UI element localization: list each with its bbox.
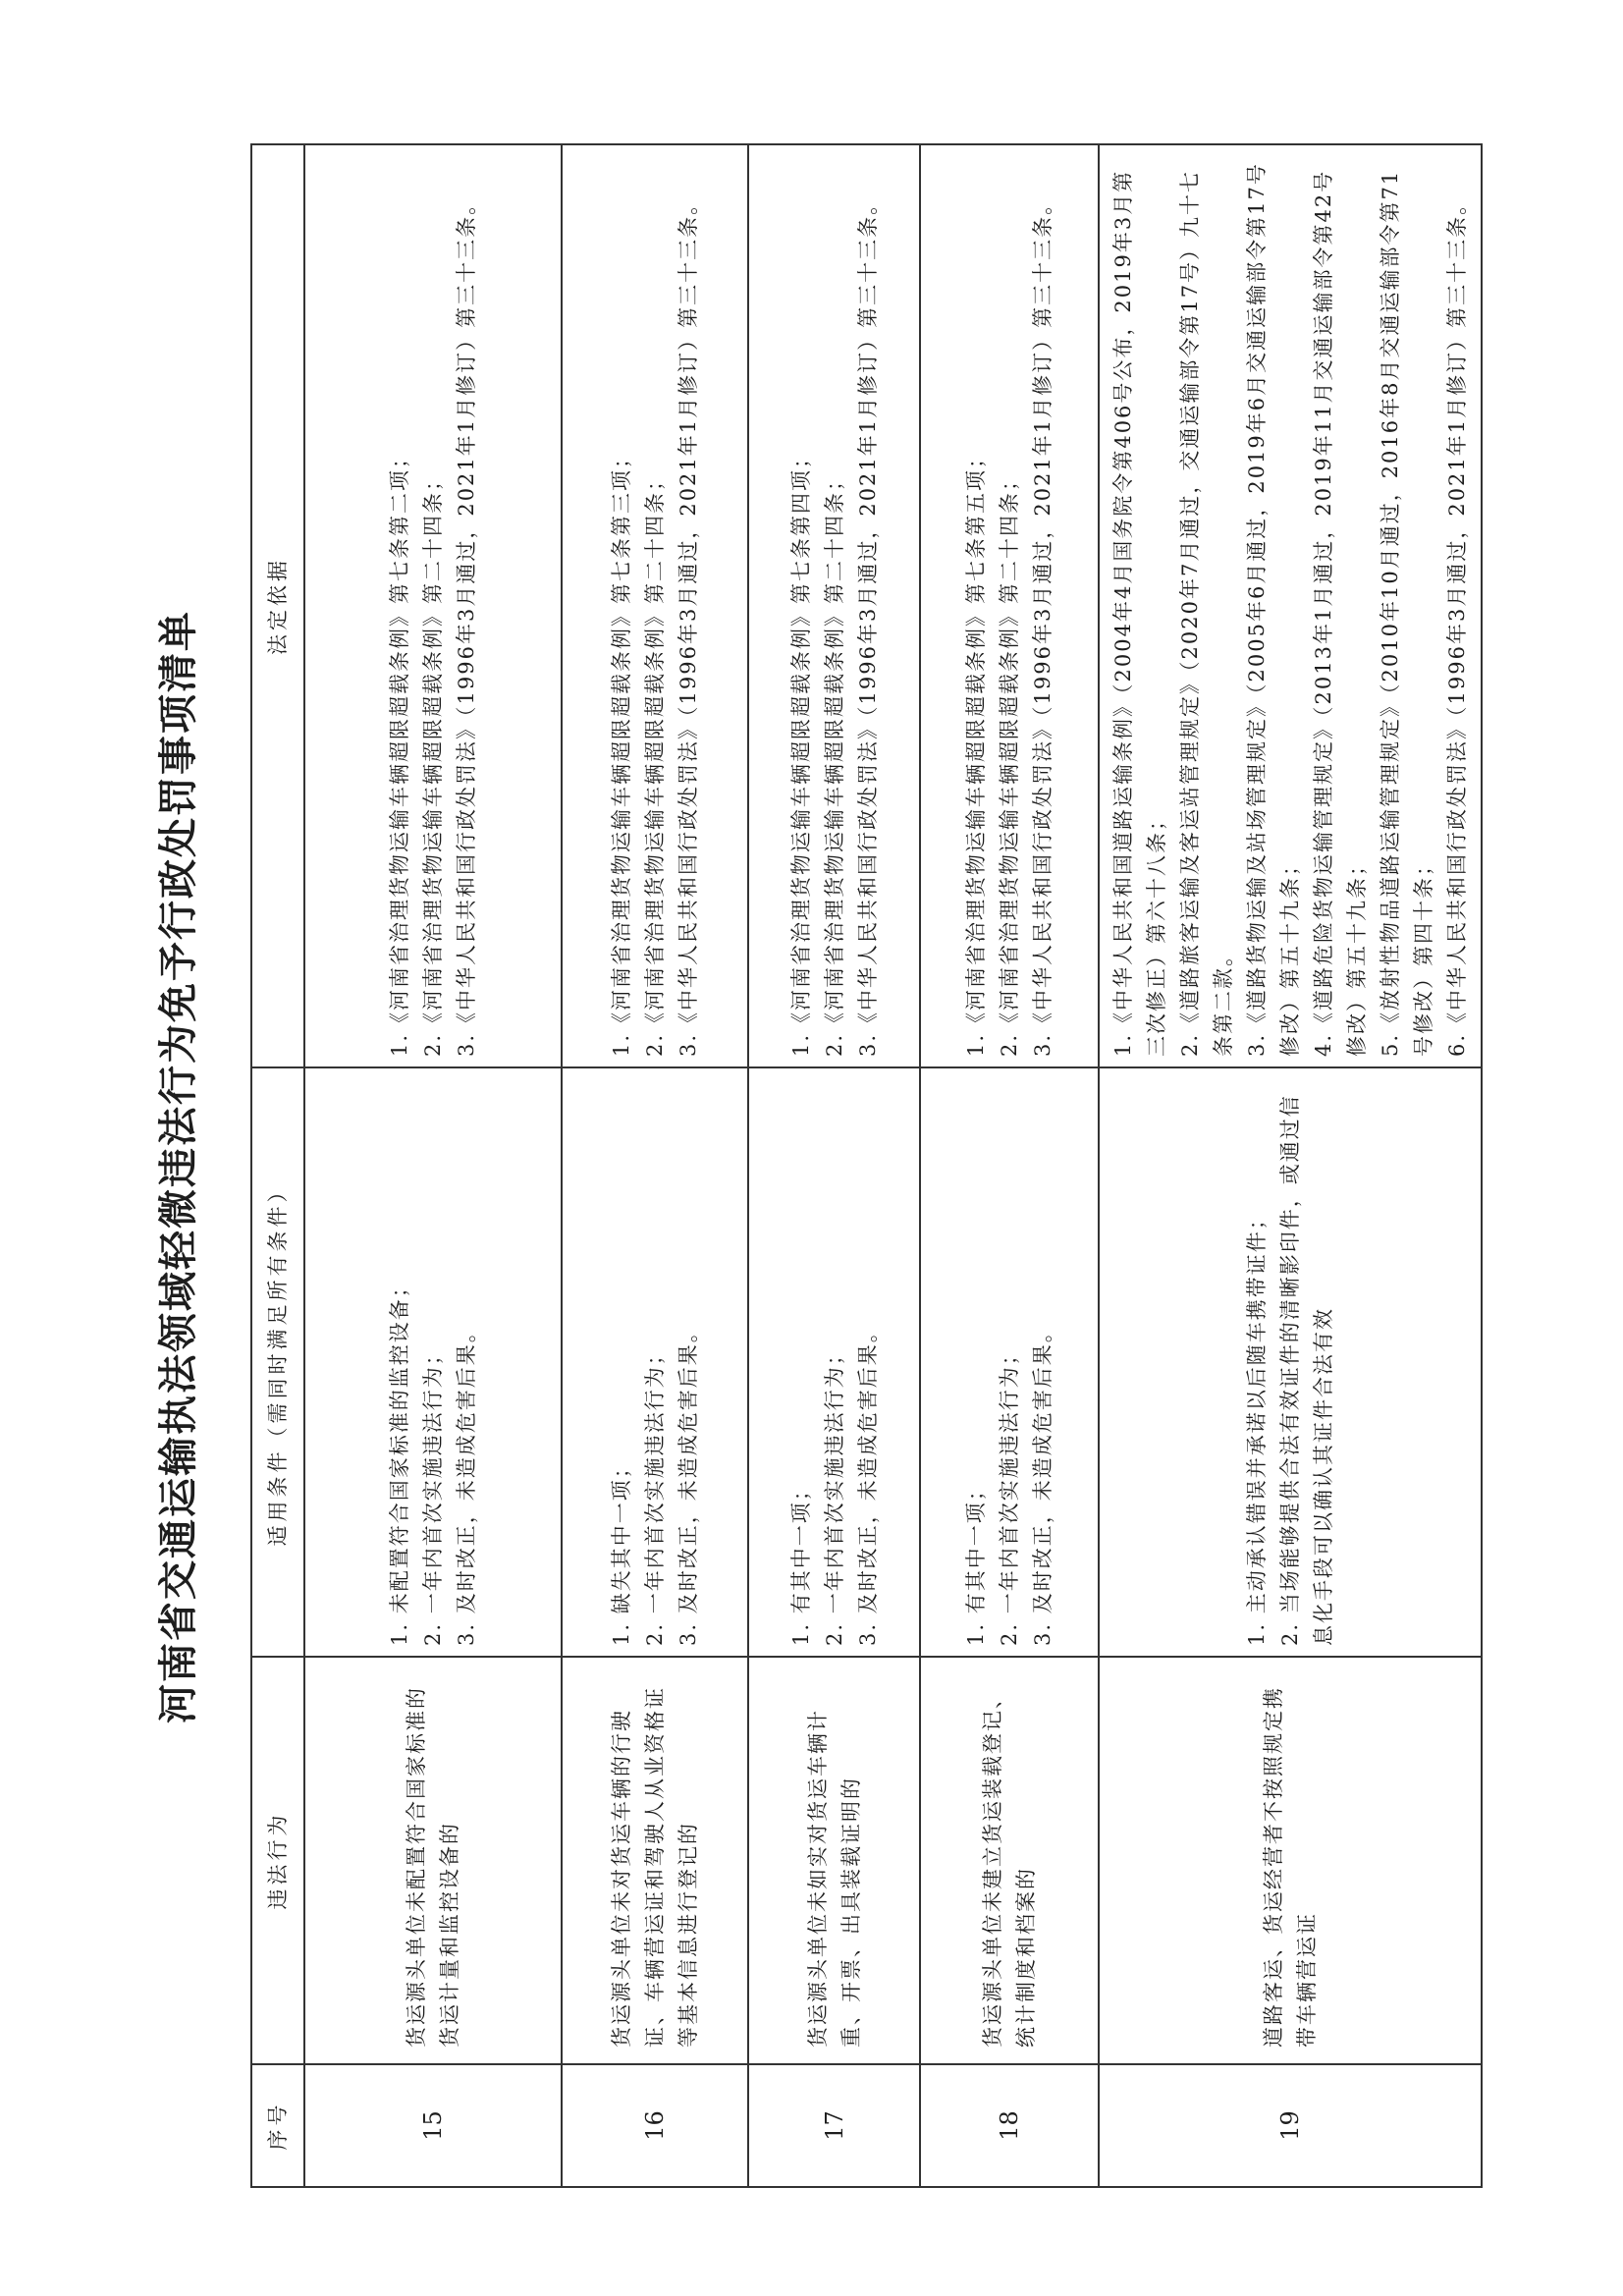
basis-item: 5.《放射性物品道路运输管理规定》（2010年10月通过，2016年8月交通运输部令第71号修改）第四十条； xyxy=(1379,169,1435,1057)
header-violation: 违法行为 xyxy=(251,1657,304,2064)
conditions-cell xyxy=(562,1067,748,1657)
legal-basis-cell xyxy=(1099,144,1482,1067)
basis-item: 1.《河南省治理货物运输车辆超限超载条例》第七条第四项； xyxy=(788,445,813,1057)
row-number: 16 xyxy=(562,2064,748,2187)
header-legal-basis: 法定依据 xyxy=(251,144,304,1067)
basis-item: 3.《中华人民共和国行政处罚法》（1996年3月通过，2021年1月修订）第三十三条。 xyxy=(855,191,880,1057)
conditions-cell xyxy=(920,1067,1099,1657)
row-number: 19 xyxy=(1099,2064,1482,2187)
basis-item: 2.《河南省治理货物运输车辆超限超载条例》第二十四条； xyxy=(643,467,667,1057)
table-row xyxy=(1099,144,1482,2187)
condition-item: 1. 有其中一项； xyxy=(788,1478,813,1646)
violation-text: 货运源头单位未配置符合国家标准的货运计量和监控设备的 xyxy=(304,1657,562,2064)
violation-text: 道路客运、货运经营者不按照规定携带车辆营运证 xyxy=(1099,1657,1482,2064)
basis-item: 2.《道路旅客运输及客运站管理规定》（2020年7月通过，交通运输部令第17号）九十七条第二款。 xyxy=(1178,169,1235,1057)
condition-item: 1. 主动承认错误并承诺以后随车携带证件； xyxy=(1245,1207,1269,1646)
basis-item: 1.《河南省治理货物运输车辆超限超载条例》第七条第五项； xyxy=(964,445,988,1057)
basis-item: 1.《河南省治理货物运输车辆超限超载条例》第七条第二项； xyxy=(388,445,411,1057)
condition-item: 2. 一年内首次实施违法行为； xyxy=(421,1342,445,1646)
condition-item: 3. 及时改正，未造成危害后果。 xyxy=(455,1320,478,1646)
basis-item: 3.《中华人民共和国行政处罚法》（1996年3月通过，2021年1月修订）第三十三条。 xyxy=(455,191,478,1057)
condition-item: 2. 一年内首次实施违法行为； xyxy=(822,1342,846,1646)
basis-item: 3.《中华人民共和国行政处罚法》（1996年3月通过，2021年1月修订）第三十三条。 xyxy=(676,191,700,1057)
legal-basis-cell xyxy=(562,144,748,1067)
condition-item: 1. 有其中一项； xyxy=(964,1478,988,1646)
condition-item: 3. 及时改正，未造成危害后果。 xyxy=(1031,1320,1055,1646)
table-row xyxy=(562,144,748,2187)
legal-basis-cell xyxy=(304,144,562,1067)
conditions-cell xyxy=(748,1067,920,1657)
violation-text: 货运源头单位未如实对货运车辆计重、开票、出具装载证明的 xyxy=(748,1657,920,2064)
basis-item: 3.《中华人民共和国行政处罚法》（1996年3月通过，2021年1月修订）第三十三条。 xyxy=(1031,191,1055,1057)
row-number: 17 xyxy=(748,2064,920,2187)
conditions-cell xyxy=(304,1067,562,1657)
violation-text: 货运源头单位未对货运车辆的行驶证、车辆营运证和驾驶人从业资格证等基本信息进行登记的 xyxy=(562,1657,748,2064)
condition-item: 1. 缺失其中一项； xyxy=(610,1455,633,1646)
header-conditions: 适用条件（需同时满足所有条件） xyxy=(251,1067,304,1657)
basis-item: 1.《中华人民共和国道路运输条例》（2004年4月国务院令第406号公布，2019年3月第三次修正）第六十八条； xyxy=(1111,169,1168,1057)
table-header-row xyxy=(251,144,304,2187)
basis-item: 1.《河南省治理货物运输车辆超限超载条例》第七条第三项； xyxy=(610,445,633,1057)
page-title: 河南省交通运输执法领域轻微违法行为免予行政处罚事项清单 xyxy=(155,610,201,1723)
basis-item: 2.《河南省治理货物运输车辆超限超载条例》第二十四条； xyxy=(998,467,1021,1057)
table-row xyxy=(304,144,562,2187)
basis-item: 6.《中华人民共和国行政处罚法》（1996年3月通过，2021年1月修订）第三十三条。 xyxy=(1445,191,1469,1057)
table-row xyxy=(748,144,920,2187)
table-row xyxy=(920,144,1099,2187)
legal-basis-cell xyxy=(920,144,1099,1067)
penalty-exemption-table xyxy=(250,143,1483,2188)
legal-basis-cell xyxy=(748,144,920,1067)
condition-item: 2. 当场能够提供合法有效证件的清晰影印件，或通过信息化手段可以确认其证件合法有效 xyxy=(1278,1094,1335,1646)
row-number: 15 xyxy=(304,2064,562,2187)
header-no: 序号 xyxy=(251,2064,304,2187)
condition-item: 1. 未配置符合国家标准的监控设备； xyxy=(388,1275,411,1646)
basis-item: 2.《河南省治理货物运输车辆超限超载条例》第二十四条； xyxy=(421,467,445,1057)
basis-item: 4.《道路危险货物运输管理规定》（2013年1月通过，2019年11月交通运输部令第42号修改）第五十九条； xyxy=(1312,169,1369,1057)
basis-item: 3.《道路货物运输及站场管理规定》（2005年6月通过，2019年6月交通运输部令第17号修改）第五十九条； xyxy=(1245,162,1302,1057)
condition-item: 2. 一年内首次实施违法行为； xyxy=(998,1342,1021,1646)
row-number: 18 xyxy=(920,2064,1099,2187)
conditions-cell xyxy=(1099,1067,1482,1657)
basis-item: 2.《河南省治理货物运输车辆超限超载条例》第二十四条； xyxy=(822,467,846,1057)
condition-item: 2. 一年内首次实施违法行为； xyxy=(643,1342,667,1646)
condition-item: 3. 及时改正，未造成危害后果。 xyxy=(676,1320,700,1646)
condition-item: 3. 及时改正，未造成危害后果。 xyxy=(855,1320,880,1646)
violation-text: 货运源头单位未建立货运装载登记、统计制度和档案的 xyxy=(920,1657,1099,2064)
